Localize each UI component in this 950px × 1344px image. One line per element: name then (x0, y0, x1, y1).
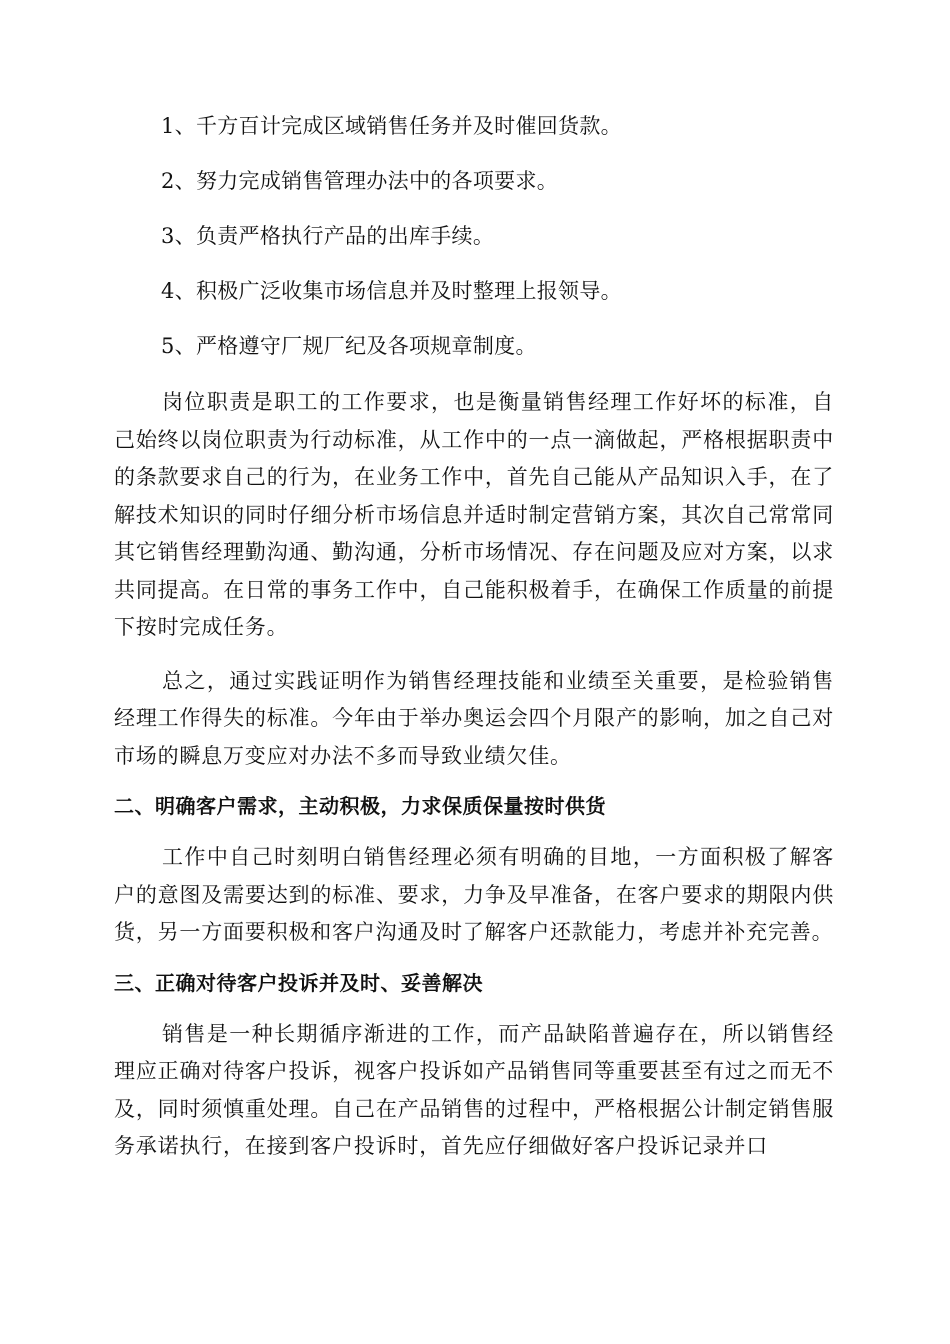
section-heading-complaints: 三、正确对待客户投诉并及时、妥善解决 (114, 970, 483, 995)
list-item: 1、千方百计完成区域销售任务并及时催回货款。 (161, 114, 622, 138)
paragraph-complaints: 销售是一种长期循序渐进的工作，而产品缺陷普遍存在，所以销售经理应正确对待客户投诉，视客户投诉如产品销售同等重要甚至有过之而无不及，同时须慎重处理。自己在产品销售的过程中，严格根据公计制定销售服务承诺执行，在接到客户投诉时，首先应仔细做好客户投诉记录并口 (114, 1021, 834, 1158)
body-text (114, 384, 834, 1182)
section-heading-customer-needs: 二、明确客户需求，主动积极，力求保质保量按时供货 (114, 794, 606, 818)
paragraph-job-duties: 岗位职责是职工的工作要求，也是衡量销售经理工作好坏的标准，自己始终以岗位职责为行动标准，从工作中的一点一滴做起，严格根据职责中的条款要求自己的行为，在业务工作中，首先自己能从产品知识入手，在了解技术知识的同时仔细分析市场信息并适时制定营销方案，其次自己常常同其它销售经理勤沟通、勤沟通，分析市场情况、存在问题及应对方案，以求共同提高。在日常的事务工作中，自己能积极着手，在确保工作质量的前提下按时完成任务。 (114, 390, 834, 639)
paragraph-summary: 总之，通过实践证明作为销售经理技能和业绩至关重要，是检验销售经理工作得失的标准。今年由于举办奥运会四个月限产的影响，加之自己对市场的瞬息万变应对办法不多而导致业绩欠佳。 (114, 668, 834, 768)
duty-list (161, 112, 861, 387)
paragraph-customer-needs: 工作中自己时刻明白销售经理必须有明确的目地，一方面积极了解客户的意图及需要达到的标准、要求，力争及早准备，在客户要求的期限内供货，另一方面要积极和客户沟通及时了解客户还款能力，考虑并补充完善。 (114, 845, 834, 944)
list-item: 5、严格遵守厂规厂纪及各项规章制度。 (161, 334, 537, 358)
list-item: 3、负责严格执行产品的出库手续。 (161, 224, 495, 248)
list-item: 2、努力完成销售管理办法中的各项要求。 (161, 169, 559, 193)
list-item: 4、积极广泛收集市场信息并及时整理上报领导。 (161, 279, 622, 303)
